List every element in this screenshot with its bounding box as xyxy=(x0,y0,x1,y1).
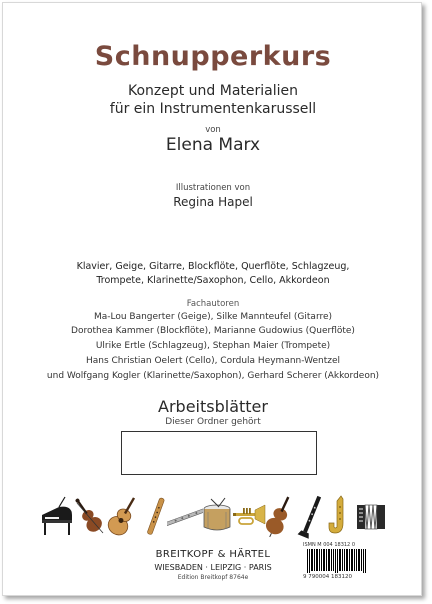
specialists-label: Fachautoren xyxy=(186,299,240,309)
subtitle-line-2: für ein Instrumentenkarussell xyxy=(109,101,317,117)
worksheets-title: Arbeitsblätter xyxy=(158,397,268,416)
instrument-icon-row xyxy=(39,493,389,539)
guitar-icon xyxy=(105,493,141,539)
cello-icon xyxy=(261,493,297,539)
barcode-number: 9 790004 183120 xyxy=(303,574,352,580)
specialist-line: Ma-Lou Bangerter (Geige), Silke Mannteufel (Gitarre) xyxy=(93,312,333,322)
owner-name-box xyxy=(121,431,317,475)
instruments-line-1: Klavier, Geige, Gitarre, Blockflöte, Querflöte, Schlagzeug, xyxy=(76,261,350,272)
subtitle-line-1: Konzept und Materialien xyxy=(127,83,299,99)
illustrator-name: Regina Hapel xyxy=(173,195,253,209)
publisher-cities: WIESBADEN · LEIPZIG · PARIS xyxy=(154,563,272,572)
specialist-line: Hans Christian Oelert (Cello), Cordula Heymann-Wentzel xyxy=(85,356,341,366)
saxophone-icon xyxy=(321,493,357,539)
barcode-icon xyxy=(307,549,367,573)
ismn-number: ISMN M 004 18312 0 xyxy=(303,542,356,548)
specialist-line: Dorothea Kammer (Blockflöte), Marianne Gudowius (Querflöte) xyxy=(71,326,355,336)
specialist-line: Ulrike Ertle (Schlagzeug), Stephan Maier (Trompete) xyxy=(95,341,331,351)
by-label: von xyxy=(205,125,221,135)
violin-icon xyxy=(71,493,107,539)
cover-page xyxy=(2,2,422,596)
belongs-to-label: Dieser Ordner gehört xyxy=(165,417,261,427)
drum-icon xyxy=(199,493,235,539)
publisher-name: BREITKOPF & HÄRTEL xyxy=(155,549,271,560)
piano-icon xyxy=(39,493,75,539)
instruments-line-2: Trompete, Klarinette/Saxophon, Cello, Akkordeon xyxy=(96,275,330,286)
page-title: Schnupperkurs xyxy=(94,41,332,72)
specialist-line: und Wolfgang Kogler (Klarinette/Saxophon), Gerhard Scherer (Akkordeon) xyxy=(46,371,380,381)
illustrations-label: Illustrationen von xyxy=(175,183,251,193)
flute-icon xyxy=(167,493,203,539)
author-name: Elena Marx xyxy=(165,135,261,155)
edition-number: Edition Breitkopf 8764e xyxy=(177,574,249,581)
accordion-icon xyxy=(353,493,389,539)
